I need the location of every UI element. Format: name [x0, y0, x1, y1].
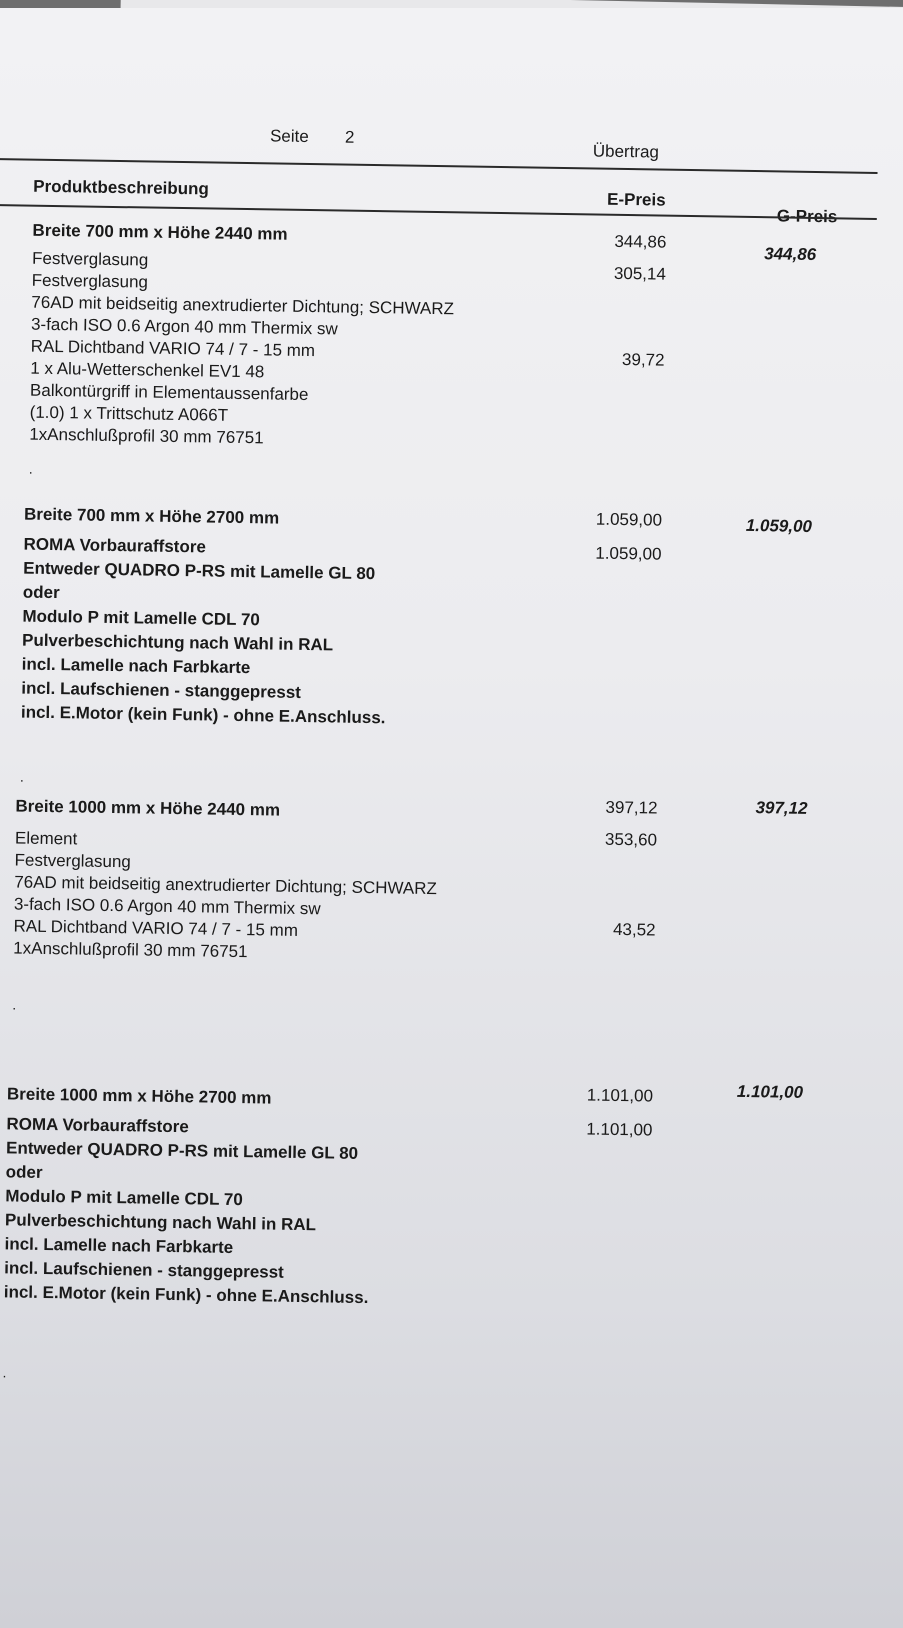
item-line: incl. Lamelle nach Farbkarte [4, 1234, 234, 1257]
separator-dot: . [2, 1364, 7, 1381]
unit-price: 305,14 [613, 263, 667, 284]
item-line: Balkontürgriff in Elementaussenfarbe [29, 380, 309, 405]
item-line: incl. E.Motor (kein Funk) - ohne E.Anschluss. [20, 702, 386, 728]
total-price: 397,12 [755, 798, 808, 818]
item-line: Entweder QUADRO P-RS mit Lamelle GL 80 [5, 1138, 359, 1163]
item-line: ROMA Vorbauraffstore [6, 1114, 189, 1137]
item-line: 76AD mit beidseitig anextrudierter Dichtung; SCHWARZ [31, 292, 455, 319]
position-4 [0, 1081, 853, 1381]
position-1 [0, 220, 867, 477]
item-line: Festverglasung [31, 270, 149, 292]
position-2 [0, 504, 862, 785]
invoice-sheet [0, 8, 893, 1622]
unit-price: 1.101,00 [586, 1085, 654, 1106]
item-line: incl. Laufschienen - stanggepresst [21, 678, 302, 702]
item-line: ROMA Vorbauraffstore [23, 534, 207, 557]
position-title: Breite 700 mm x Höhe 2440 mm [32, 220, 288, 244]
col-description-header: Produktbeschreibung [33, 176, 210, 199]
unit-price: 1.059,00 [595, 509, 663, 530]
total-price: 344,86 [764, 244, 817, 265]
unit-price: 344,86 [614, 231, 667, 252]
item-line: 1 x Alu-Wetterschenkel EV1 48 [30, 358, 265, 382]
item-line: incl. Lamelle nach Farbkarte [21, 654, 251, 678]
separator-dot: . [12, 996, 17, 1013]
separator-dot: . [28, 460, 33, 477]
carry-over-label: Übertrag [592, 141, 660, 162]
item-line: oder [5, 1162, 43, 1182]
item-line: Festverglasung [31, 248, 149, 270]
unit-price: 353,60 [604, 829, 658, 850]
item-line: 3-fach ISO 0.6 Argon 40 mm Thermix sw [13, 894, 321, 919]
page-label: Seite [269, 126, 309, 147]
item-line: Pulverbeschichtung nach Wahl in RAL [4, 1210, 317, 1235]
item-line: 3-fach ISO 0.6 Argon 40 mm Thermix sw [30, 314, 338, 339]
item-line: Modulo P mit Lamelle CDL 70 [22, 606, 260, 630]
item-line: Element [14, 828, 78, 849]
unit-price: 397,12 [605, 797, 658, 818]
item-line: incl. Laufschienen - stanggepresst [4, 1258, 284, 1282]
item-line: incl. E.Motor (kein Funk) - ohne E.Anschluss. [3, 1282, 369, 1308]
item-line: RAL Dichtband VARIO 74 / 7 - 15 mm [13, 916, 299, 940]
position-title: Breite 1000 mm x Höhe 2700 mm [6, 1084, 272, 1108]
unit-price: 43,52 [612, 919, 656, 940]
position-title: Breite 700 mm x Höhe 2700 mm [23, 504, 280, 528]
item-line: Pulverbeschichtung nach Wahl in RAL [21, 630, 334, 655]
header-rule-top [0, 158, 878, 174]
total-price: 1.101,00 [736, 1081, 804, 1102]
item-line: Entweder QUADRO P-RS mit Lamelle GL 80 [23, 558, 376, 584]
unit-price: 1.059,00 [595, 543, 662, 564]
item-line: RAL Dichtband VARIO 74 / 7 - 15 mm [30, 336, 316, 361]
unit-price: 39,72 [621, 349, 665, 370]
col-unit-price-header: E-Preis [606, 189, 666, 210]
header-rule-bottom [0, 204, 877, 220]
total-price: 1.059,00 [745, 515, 813, 536]
separator-dot: . [19, 768, 24, 785]
item-line: oder [22, 582, 60, 603]
position-3 [0, 796, 858, 1013]
item-line: 76AD mit beidseitig anextrudierter Dichtung; SCHWARZ [14, 872, 438, 899]
position-title: Breite 1000 mm x Höhe 2440 mm [15, 796, 281, 820]
item-line: Modulo P mit Lamelle CDL 70 [5, 1186, 243, 1210]
item-line: 1xAnschlußprofil 30 mm 76751 [13, 938, 248, 962]
page-number: 2 [344, 127, 355, 147]
item-line: 1xAnschlußprofil 30 mm 76751 [29, 424, 264, 448]
item-line: Festverglasung [14, 850, 131, 872]
item-line: (1.0) 1 x Trittschutz A066T [29, 402, 229, 425]
unit-price: 1.101,00 [586, 1119, 653, 1140]
document-page [0, 8, 903, 1628]
